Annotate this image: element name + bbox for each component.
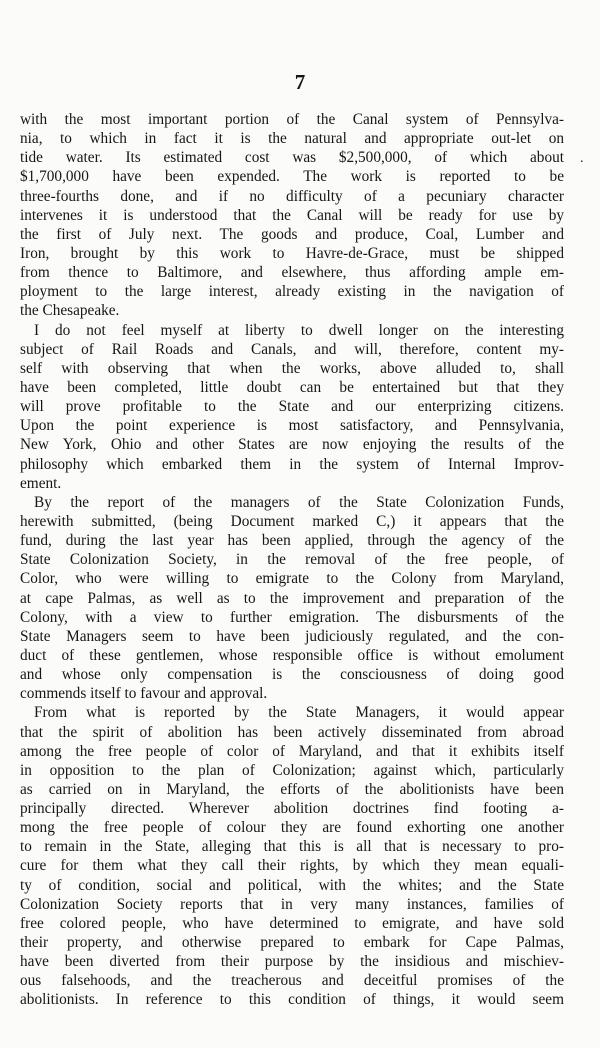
text-line: commends itself to favour and approval. xyxy=(20,685,268,703)
text-line: herewith submitted, (being Document marked C,) it appears that the xyxy=(20,512,564,530)
text-line: self with observing that when the works, above alluded to, shall xyxy=(20,359,564,377)
text-line: From what is reported by the State Managers, it would appear xyxy=(34,704,564,722)
text-line: I do not feel myself at liberty to dwell longer on the interesting xyxy=(34,321,564,339)
text-line: State Managers seem to have been judiciously regulated, and the con- xyxy=(20,627,564,645)
text-line: three-fourths done, and if no difficulty of a pecuniary character xyxy=(20,187,564,205)
paragraph-canal xyxy=(20,110,564,321)
text-line: as carried on in Maryland, the efforts of the abolitionists have been xyxy=(20,780,564,798)
text-line: with the most important portion of the Canal system of Pennsylva- xyxy=(20,111,564,128)
text-line: have been diverted from their purpose by the insidious and mischiev- xyxy=(20,953,564,971)
text-line: and whose only compensation is the consciousness of doing good xyxy=(20,666,564,684)
text-line: subject of Rail Roads and Canals, and will, therefore, content my- xyxy=(20,340,564,358)
paragraph-rail-roads xyxy=(20,321,564,493)
text-line: Color, who were willing to emigrate to the Colony from Maryland, xyxy=(20,570,564,588)
text-line: at cape Palmas, as well as to the improvement and preparation of the xyxy=(20,589,564,607)
text-line: cure for them what they call their rights, by which they mean equali- xyxy=(20,857,564,875)
text-line: ployment to the large interest, already existing in the navigation of xyxy=(20,283,564,301)
text-line: ement. xyxy=(20,474,62,492)
text-line: ty of condition, social and political, with the whites; and the State xyxy=(20,876,564,894)
text-line: abolitionists. In reference to this condition of things, it would seem xyxy=(20,991,564,1009)
text-line: Iron, brought by this work to Havre-de-Grace, must be shipped xyxy=(20,244,564,262)
text-line: tide water. Its estimated cost was $2,500,000, of which about xyxy=(20,149,564,167)
text-line: free colored people, who have determined to emigrate, and have sold xyxy=(20,914,564,932)
body-text xyxy=(20,110,564,1010)
text-line: the first of July next. The goods and produce, Coal, Lumber and xyxy=(20,225,564,243)
text-line: Colonization Society reports that in very many instances, families of xyxy=(20,895,564,913)
text-line: Colony, with a view to further emigration. The disbursments of the xyxy=(20,608,564,626)
paragraph-colonization-funds xyxy=(20,493,564,704)
text-line: principally directed. Wherever abolition doctrines find footing a- xyxy=(20,800,564,818)
text-line: that the spirit of abolition has been actively disseminated from abroad xyxy=(20,723,564,741)
text-line: $1,700,000 have been expended. The work is reported to be xyxy=(20,168,564,186)
text-line: mong the free people of colour they are found exhorting one another xyxy=(20,819,564,837)
text-line: from thence to Baltimore, and elsewhere, thus affording ample em- xyxy=(20,264,564,282)
text-line: intervenes it is understood that the Canal will be ready for use by xyxy=(20,206,564,224)
text-line: New York, Ohio and other States are now enjoying the results of the xyxy=(20,436,564,454)
text-line: will prove profitable to the State and our enterprizing citizens. xyxy=(20,398,564,416)
page-number: 7 xyxy=(294,70,306,94)
margin-mark: . xyxy=(580,151,584,166)
text-line: By the report of the managers of the State Colonization Funds, xyxy=(34,493,564,511)
text-line: duct of these gentlemen, whose responsible office is without emolument xyxy=(20,646,564,664)
text-line: Upon the point experience is most satisfactory, and Pennsylvania, xyxy=(20,417,564,435)
text-line: in opposition to the plan of Colonization; against which, particularly xyxy=(20,761,564,779)
paragraph-abolition xyxy=(20,703,564,1009)
text-line: have been completed, little doubt can be entertained but that they xyxy=(20,378,564,396)
text-line: to remain in the State, alleging that this is all that is necessary to pro- xyxy=(20,838,564,856)
text-line: their property, and otherwise prepared to embark for Cape Palmas, xyxy=(20,934,564,952)
text-line: nia, to which in fact it is the natural and appropriate out-let on xyxy=(20,130,564,148)
text-line: fund, during the last year has been applied, through the agency of the xyxy=(20,532,564,550)
text-line: among the free people of color of Maryland, and that it exhibits itself xyxy=(20,742,564,760)
text-line: the Chesapeake. xyxy=(20,302,120,320)
text-line: philosophy which embarked them in the system of Internal Improv- xyxy=(20,455,564,473)
text-line: State Colonization Society, in the removal of the free people, of xyxy=(20,551,564,569)
text-line: ous falsehoods, and the treacherous and deceitful promises of the xyxy=(20,972,564,990)
